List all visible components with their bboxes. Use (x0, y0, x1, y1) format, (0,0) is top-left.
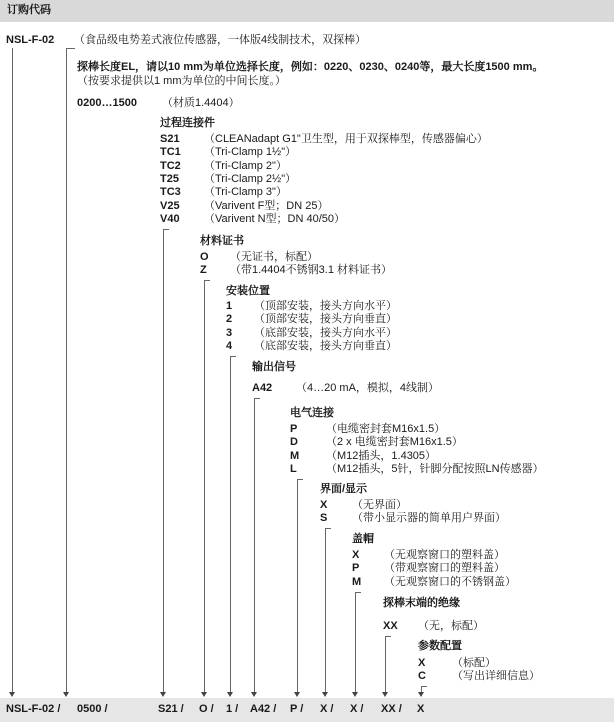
connector-line (163, 229, 164, 692)
arrow-down-icon (201, 692, 207, 697)
root-code: NSL-F-02 (6, 34, 55, 46)
option-description: （带观察窗口的塑料盖） (384, 562, 505, 574)
option-description: （M12插头，5针，针脚分配按照LN传感器） (326, 463, 544, 475)
option-description: （Tri-Clamp 3"） (204, 186, 287, 198)
length-note: （按要求提供以1 mm为单位的中间长度。） (77, 75, 286, 87)
section-title: 电气连接 (290, 407, 334, 419)
arrow-down-icon (294, 692, 300, 697)
option-description: （电缆密封套M16x1.5） (326, 423, 446, 435)
arrow-down-icon (352, 692, 358, 697)
option-code: TC1 (160, 146, 181, 158)
section-title: 安装位置 (226, 285, 270, 297)
arrow-down-icon (418, 692, 424, 697)
option-description: （标配） (452, 657, 496, 669)
option-description: （带1.4404不锈钢3.1 材料证书） (230, 264, 392, 276)
connector-line (66, 48, 67, 692)
length-range-code: 0200…1500 (77, 97, 137, 109)
arrow-down-icon (322, 692, 328, 697)
option-description: （写出详细信息） (452, 670, 540, 682)
option-code: P (352, 562, 360, 574)
connector-line (297, 479, 303, 480)
option-code: V25 (160, 200, 180, 212)
connector-line (385, 636, 391, 637)
connector-line (66, 48, 75, 49)
option-code: S (320, 512, 328, 524)
connector-line (355, 592, 356, 692)
option-description: （无证书，标配） (230, 251, 318, 263)
option-description: （Varivent F型；DN 25） (204, 200, 329, 212)
option-description: （顶部安装，接头方向水平） (254, 300, 397, 312)
connector-line (230, 356, 231, 692)
footer-code-segment: 0500 / (77, 703, 108, 715)
option-description: （M12插头，1.4305） (326, 450, 437, 462)
arrow-down-icon (160, 692, 166, 697)
option-code: 2 (226, 313, 233, 325)
option-code: M (352, 576, 362, 588)
option-description: （带小显示器的简单用户界面） (352, 512, 506, 524)
section-title: 探棒末端的绝缘 (383, 597, 460, 609)
connector-line (421, 686, 427, 687)
option-code: Z (200, 264, 207, 276)
option-code: TC2 (160, 160, 181, 172)
option-description: （Varivent N型；DN 40/50） (204, 213, 346, 225)
footer-code-segment: X / (320, 703, 334, 715)
option-code: T25 (160, 173, 179, 185)
option-code: D (290, 436, 298, 448)
root-description: （食品级电势差式液位传感器，一体版4线制技术，双探棒） (74, 34, 367, 46)
connector-line (230, 356, 236, 357)
option-code: O (200, 251, 209, 263)
option-description: （2 x 电缆密封套M16x1.5） (326, 436, 463, 448)
footer-code-segment: XX / (381, 703, 402, 715)
section-title: 订购代码 (7, 4, 51, 16)
option-code: X (320, 499, 328, 511)
footer-code-segment: 1 / (226, 703, 239, 715)
option-description: （Tri-Clamp 2½"） (204, 173, 297, 185)
option-code: X (352, 549, 360, 561)
connector-line (385, 636, 386, 692)
option-description: （Tri-Clamp 2"） (204, 160, 287, 172)
option-description: （底部安装，接头方向水平） (254, 327, 397, 339)
footer-code-segment: P / (290, 703, 304, 715)
option-description: （顶部安装，接头方向垂直） (254, 313, 397, 325)
option-description: （底部安装，接头方向垂直） (254, 340, 397, 352)
option-description: （4…20 mA，模拟，4线制） (296, 382, 440, 394)
option-code: C (418, 670, 426, 682)
connector-line (355, 592, 361, 593)
option-code: S21 (160, 133, 180, 145)
footer-code-segment: X / (350, 703, 364, 715)
section-title: 界面/显示 (320, 483, 368, 495)
arrow-down-icon (9, 692, 15, 697)
option-code: 3 (226, 327, 233, 339)
footer-code-segment: X (417, 703, 425, 715)
connector-line (325, 528, 331, 529)
connector-line (12, 48, 13, 692)
option-code: 4 (226, 340, 233, 352)
option-code: M (290, 450, 300, 462)
option-description: （无，标配） (418, 620, 484, 632)
option-code: A42 (252, 382, 273, 394)
option-code: TC3 (160, 186, 181, 198)
connector-line (297, 479, 298, 692)
arrow-down-icon (251, 692, 257, 697)
arrow-down-icon (63, 692, 69, 697)
arrow-down-icon (382, 692, 388, 697)
option-code: L (290, 463, 297, 475)
option-code: P (290, 423, 298, 435)
section-title: 盖帽 (352, 533, 374, 545)
option-code: X (418, 657, 426, 669)
section-title: 参数配置 (418, 640, 462, 652)
option-code: XX (383, 620, 398, 632)
connector-line (163, 229, 169, 230)
connector-line (325, 528, 326, 692)
footer-code-segment: NSL-F-02 / (6, 703, 61, 715)
option-description: （无观察窗口的不锈钢盖） (384, 576, 516, 588)
option-description: （CLEANadapt G1"卫生型，用于双探棒型，传感器偏心） (204, 133, 488, 145)
section-title: 过程连接件 (160, 117, 215, 129)
connector-line (254, 398, 255, 692)
option-description: （Tri-Clamp 1½"） (204, 146, 297, 158)
length-material: （材质1.4404） (162, 97, 240, 109)
length-instruction: 探棒长度EL，请以10 mm为单位选择长度，例如：0220、0230、0240等，最大长度1500 mm。 (77, 61, 544, 73)
connector-line (204, 280, 205, 692)
section-title: 输出信号 (252, 361, 296, 373)
option-description: （无观察窗口的塑料盖） (384, 549, 505, 561)
footer-code-segment: O / (199, 703, 214, 715)
section-header (0, 0, 614, 22)
footer-code-segment: A42 / (250, 703, 277, 715)
arrow-down-icon (227, 692, 233, 697)
option-code: V40 (160, 213, 180, 225)
section-title: 材料证书 (200, 235, 244, 247)
connector-line (204, 280, 210, 281)
connector-line (254, 398, 260, 399)
option-description: （无界面） (352, 499, 407, 511)
footer-code-segment: S21 / (158, 703, 184, 715)
option-code: 1 (226, 300, 233, 312)
